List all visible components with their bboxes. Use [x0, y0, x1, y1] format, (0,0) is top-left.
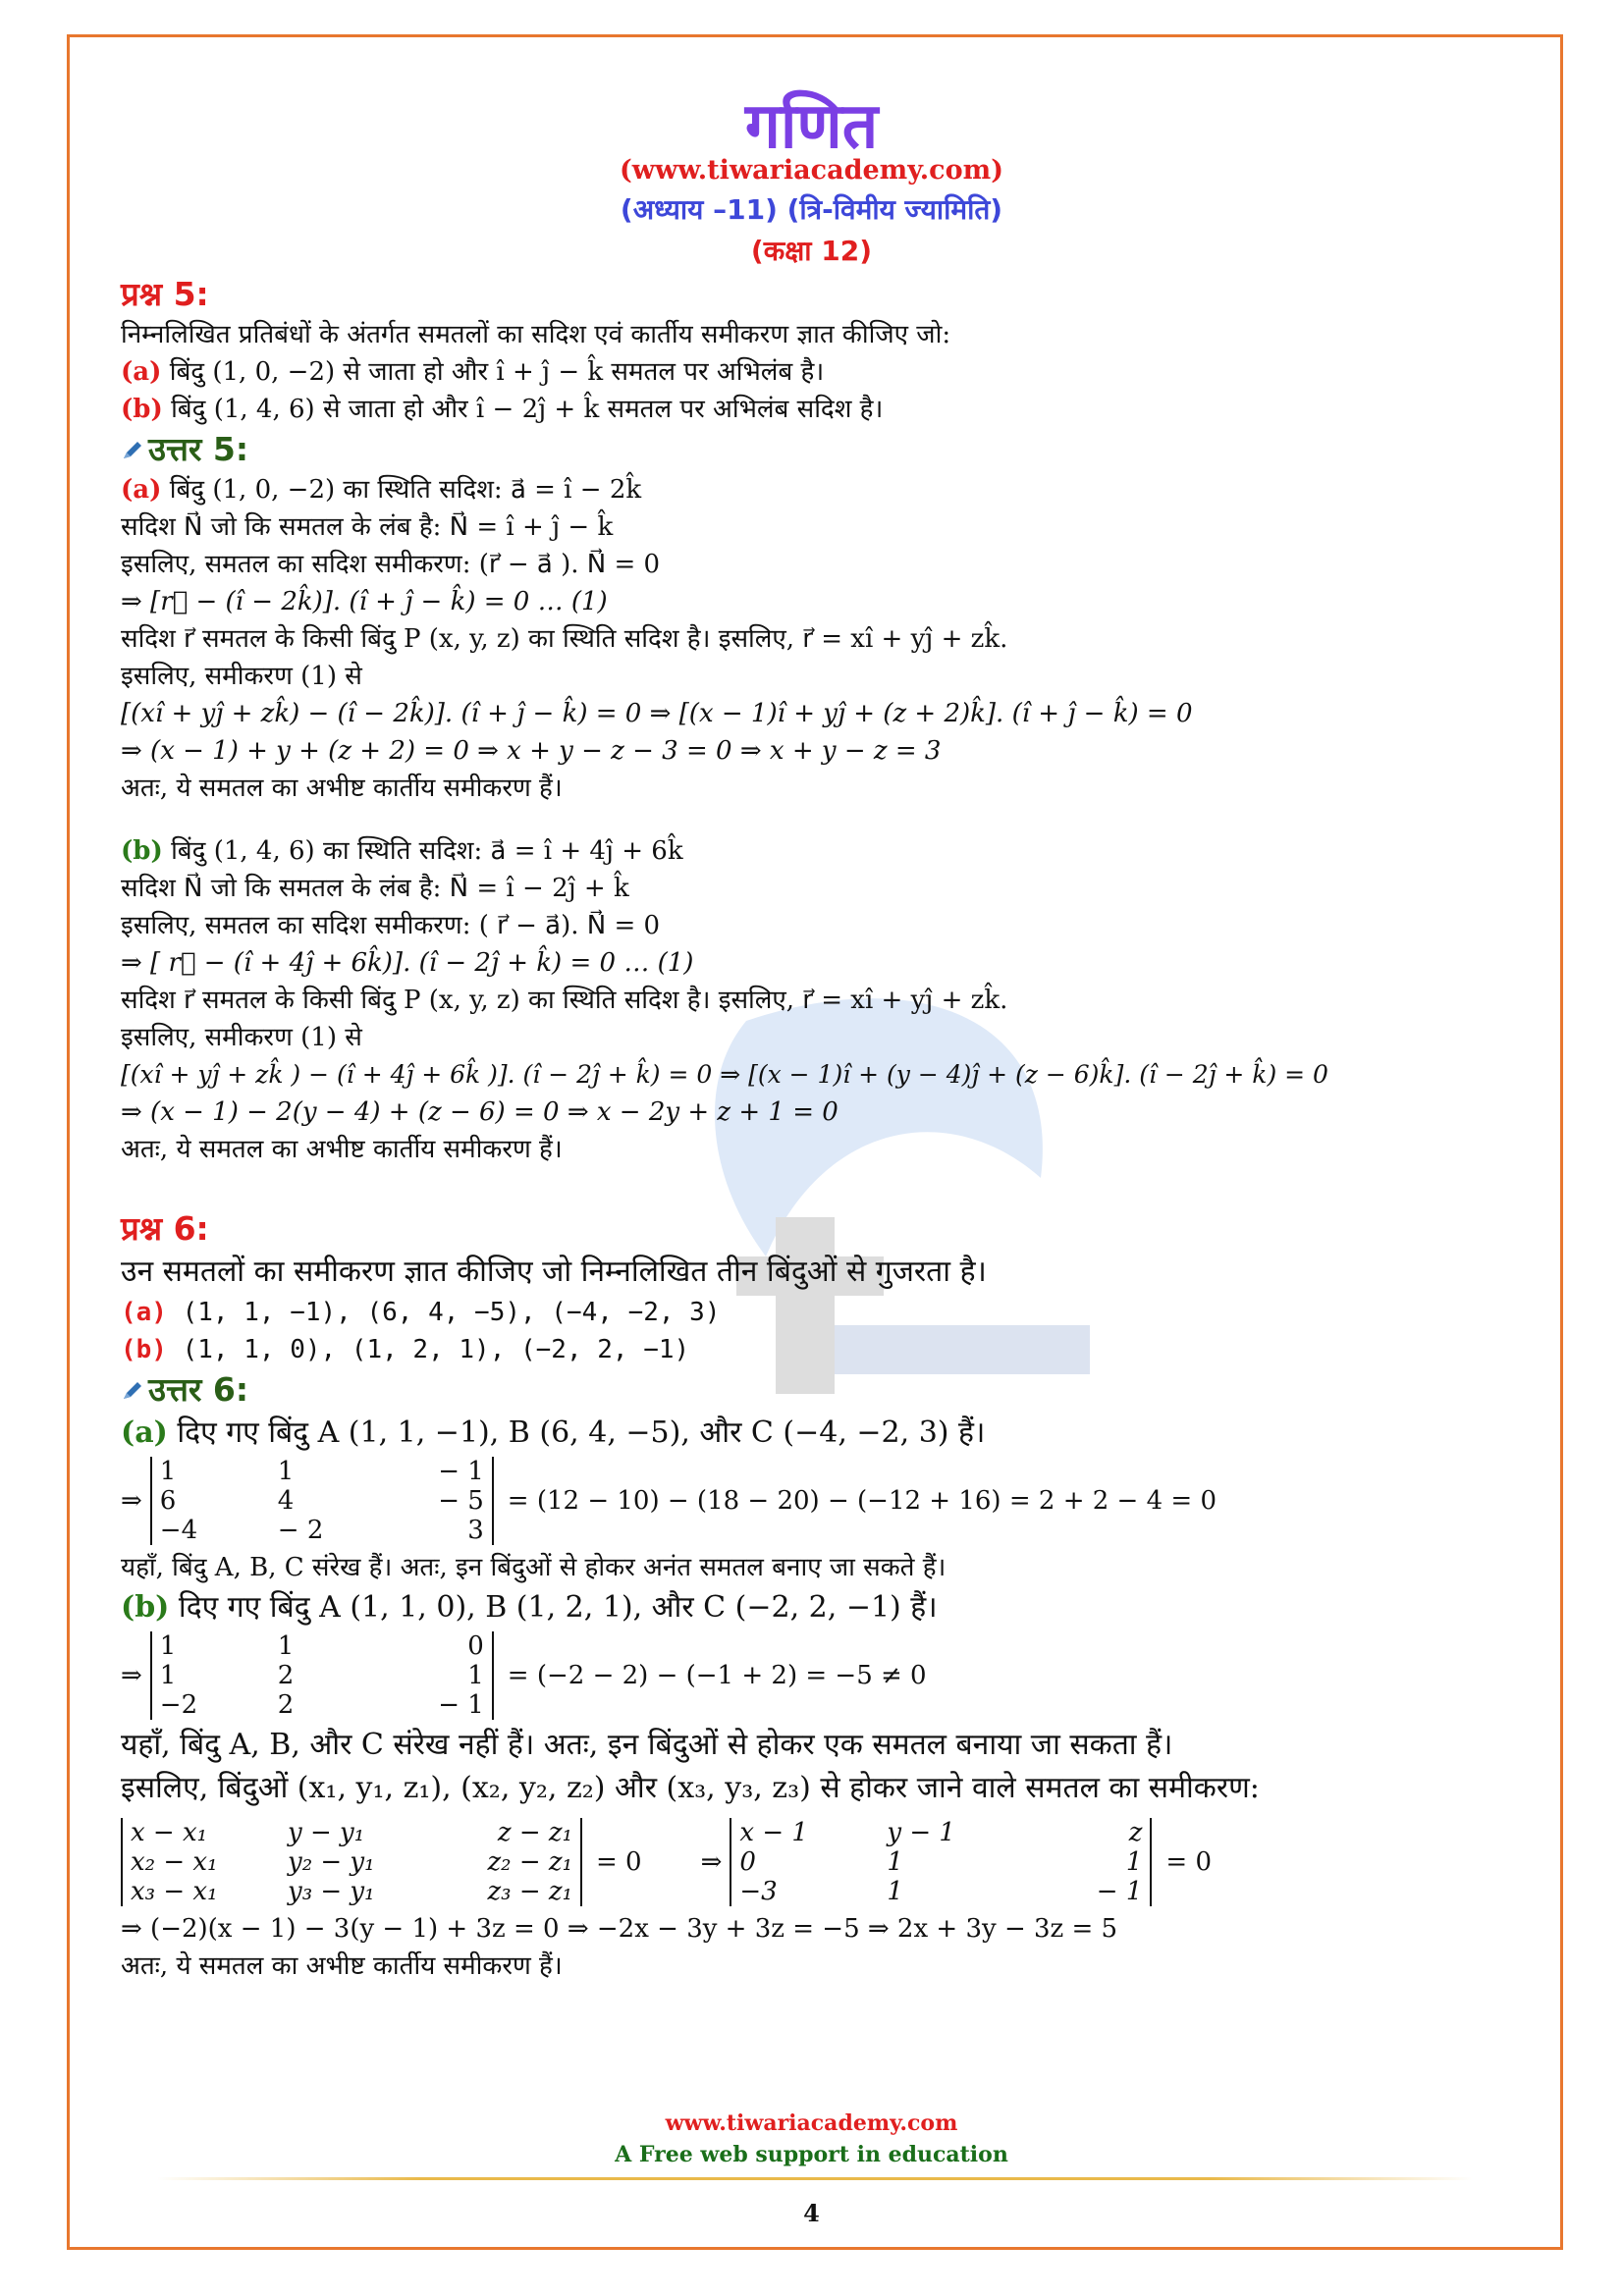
page-title: गणित	[744, 90, 879, 163]
answer-6b-final-equation: ⇒ (−2)(x − 1) − 3(y − 1) + 3z = 0 ⇒ −2x − 3y + 3z = −5 ⇒ 2x + 3y − 3z = 5	[121, 1914, 1118, 1944]
answer-6b-conclusion-1: यहाँ, बिंदु A, B, और C संरेख नहीं हैं। अतः, इन बिंदुओं से होकर एक समतल बनाया जा सकता हैं।	[121, 1728, 1173, 1762]
answer-5a-line-8: ⇒ (x − 1) + y + (z + 2) = 0 ⇒ x + y − z − 3 = 0 ⇒ x + y − z = 3	[121, 736, 942, 766]
matrix-b: 1 1 0 1 2 1 −2 2 − 1	[150, 1631, 494, 1720]
answer-5b-line-1: (b) बिंदु (1, 4, 6) का स्थिति सदिश: a⃗ = î + 4ĵ + 6k̂	[121, 836, 683, 866]
answer-5b-line-6: इसलिए, समीकरण (1) से	[121, 1023, 362, 1052]
plane-determinants: x − x₁ y − y₁ z − z₁ x₂ − x₁ y₂ − y₁ z₂ − z₁ x₃ − x₁ y₃ − y₁ z₃ − z₁ = 0 ⇒ x − 1 y − 1 z 0 1 1 −3 1 − 1 = 0	[121, 1818, 1544, 1906]
answer-5b-line-8: ⇒ (x − 1) − 2(y − 4) + (z − 6) = 0 ⇒ x − 2y + z + 1 = 0	[121, 1097, 839, 1127]
part-b-text: बिंदु (1, 4, 6) से जाता हो और î − 2ĵ + k̂ समतल पर अभिलंब सदिश है।	[171, 395, 884, 424]
answer-5b-line-9: अतः, ये समतल का अभीष्ट कार्तीय समीकरण हैं।	[121, 1135, 563, 1164]
question-6-part-a: (a) (1, 1, −1), (6, 4, −5), (−4, −2, 3)	[121, 1298, 721, 1327]
answer-5a-line-9: अतः, ये समतल का अभीष्ट कार्तीय समीकरण हैं।	[121, 774, 563, 803]
answer-6-heading: उत्तर 6:	[121, 1368, 1544, 1412]
question-5-part-a	[121, 353, 1544, 391]
footer-divider	[157, 2177, 1473, 2180]
pencil-icon	[121, 439, 144, 462]
answer-6b-conclusion-2: इसलिए, बिंदुओं (x₁, y₁, z₁), (x₂, y₂, z₂) और (x₃, y₃, z₃) से होकर जाने वाले समतल का समीकरण:	[121, 1771, 1260, 1805]
answer-5a-line-4: ⇒ [r⃗ − (î − 2k̂)]. (î + ĵ − k̂) = 0 … (1)	[121, 587, 608, 616]
page-number: 4	[803, 2199, 820, 2227]
main-content	[121, 273, 1544, 1985]
answer-5b-line-3: इसलिए, समतल का सदिश समीकरण: ( r⃗ − a⃗). N⃗ = 0	[121, 911, 661, 940]
final-plane-matrix: x − 1 y − 1 z 0 1 1 −3 1 − 1	[730, 1818, 1152, 1906]
answer-b-label: (b)	[121, 836, 163, 866]
answer-5a-line-5: सदिश r⃗ समतल के किसी बिंदु P (x, y, z) का स्थिति सदिश है। इसलिए, r⃗ = xî + yĵ + zk̂.	[121, 624, 1008, 654]
class-label: (कक्षा 12)	[750, 235, 873, 267]
answer-5a-line-2: सदिश N⃗ जो कि समतल के लंब है: N⃗ = î + ĵ − k̂	[121, 512, 614, 542]
question-6-part-b: (b) (1, 1, 0), (1, 2, 1), (−2, 2, −1)	[121, 1335, 690, 1364]
answer-5a-line-6: इसलिए, समीकरण (1) से	[121, 662, 362, 691]
question-6-heading: प्रश्न 6:	[121, 1209, 209, 1248]
answer-6b-intro: (b) दिए गए बिंदु A (1, 1, 0), B (1, 2, 1), और C (−2, 2, −1) हैं।	[121, 1590, 938, 1625]
footer-tagline: A Free web support in education	[615, 2142, 1008, 2167]
answer-5b-line-4: ⇒ [ r⃗ − (î + 4ĵ + 6k̂)]. (î − 2ĵ + k̂) = 0 … (1)	[121, 948, 694, 978]
part-a-text: बिंदु (1, 0, −2) से जाता हो और î + ĵ − k̂ समतल पर अभिलंब है।	[169, 357, 825, 387]
header-website[interactable]: (www.tiwariacademy.com)	[620, 155, 1003, 186]
general-plane-matrix: x − x₁ y − y₁ z − z₁ x₂ − x₁ y₂ − y₁ z₂ − z₁ x₃ − x₁ y₃ − y₁ z₃ − z₁	[121, 1818, 582, 1906]
determinant-a-result: = (12 − 10) − (18 − 20) − (−12 + 16) = 2 + 2 − 4 = 0	[507, 1486, 1217, 1516]
answer-5b-line-2: सदिश N⃗ जो कि समतल के लंब है: N⃗ = î − 2ĵ + k̂	[121, 874, 629, 903]
answer-5a-line-3: इसलिए, समतल का सदिश समीकरण: (r⃗ − a⃗ ). N⃗ = 0	[121, 550, 661, 579]
answer-5a-line-7: [(xî + yĵ + zk̂) − (î − 2k̂)]. (î + ĵ − k̂) = 0 ⇒ [(x − 1)î + yĵ + (z + 2)k̂]. (î + ĵ − k̂) = 0	[121, 699, 1193, 728]
answer-5b-line-5: सदिश r⃗ समतल के किसी बिंदु P (x, y, z) का स्थिति सदिश है। इसलिए, r⃗ = xî + yĵ + zk̂.	[121, 986, 1008, 1015]
answer-6a-conclusion: यहाँ, बिंदु A, B, C संरेख हैं। अतः, इन बिंदुओं से होकर अनंत समतल बनाए जा सकते हैं।	[121, 1553, 947, 1582]
question-5-heading: प्रश्न 5:	[121, 275, 209, 313]
footer-website-link[interactable]: www.tiwariacademy.com	[665, 2110, 958, 2136]
part-a-label: (a)	[121, 357, 162, 387]
answer-5a-line-1: (a) बिंदु (1, 0, −2) का स्थिति सदिश: a⃗ = î − 2k̂	[121, 475, 642, 505]
matrix-a: 1 1 − 1 6 4 − 5 −4 − 2 3	[150, 1457, 494, 1545]
part-b-label: (b)	[121, 395, 163, 424]
question-5-part-b	[121, 391, 1544, 428]
answer-6-conclusion: अतः, ये समतल का अभीष्ट कार्तीय समीकरण हैं।	[121, 1951, 563, 1981]
answer-6a-intro: (a) दिए गए बिंदु A (1, 1, −1), B (6, 4, −5), और C (−4, −2, 3) हैं।	[121, 1415, 986, 1450]
determinant-b: ⇒ 1 1 0 1 2 1 −2 2 − 1 = (−2 − 2) − (−1 + 2) = −5 ≠ 0	[121, 1631, 927, 1720]
question-5-text: निम्नलिखित प्रतिबंधों के अंतर्गत समतलों का सदिश एवं कार्तीय समीकरण ज्ञात कीजिए जो:	[121, 320, 951, 349]
chapter-title: (अध्याय –11) (त्रि-विमीय ज्यामिति)	[620, 193, 1003, 226]
determinant-a: ⇒ 1 1 − 1 6 4 − 5 −4 − 2 3 = (12 − 10) − (18 − 20) − (−12 + 16) = 2 + 2 − 4 = 0	[121, 1457, 1217, 1545]
answer-a-label: (a)	[121, 475, 162, 505]
answer-5-heading: उत्तर 5:	[121, 428, 1544, 471]
pencil-icon	[121, 1379, 144, 1403]
determinant-b-result: = (−2 − 2) − (−1 + 2) = −5 ≠ 0	[507, 1661, 927, 1690]
question-6-text: उन समतलों का समीकरण ज्ञात कीजिए जो निम्नलिखित तीन बिंदुओं से गुजरता है।	[121, 1255, 987, 1289]
answer-5b-line-7: [(xî + yĵ + zk̂ ) − (î + 4ĵ + 6k̂ )]. (î − 2ĵ + k̂) = 0 ⇒ [(x − 1)î + (y − 4)ĵ + (z − 6)k̂]. (î − 2ĵ + k̂) = 0	[121, 1060, 1328, 1089]
